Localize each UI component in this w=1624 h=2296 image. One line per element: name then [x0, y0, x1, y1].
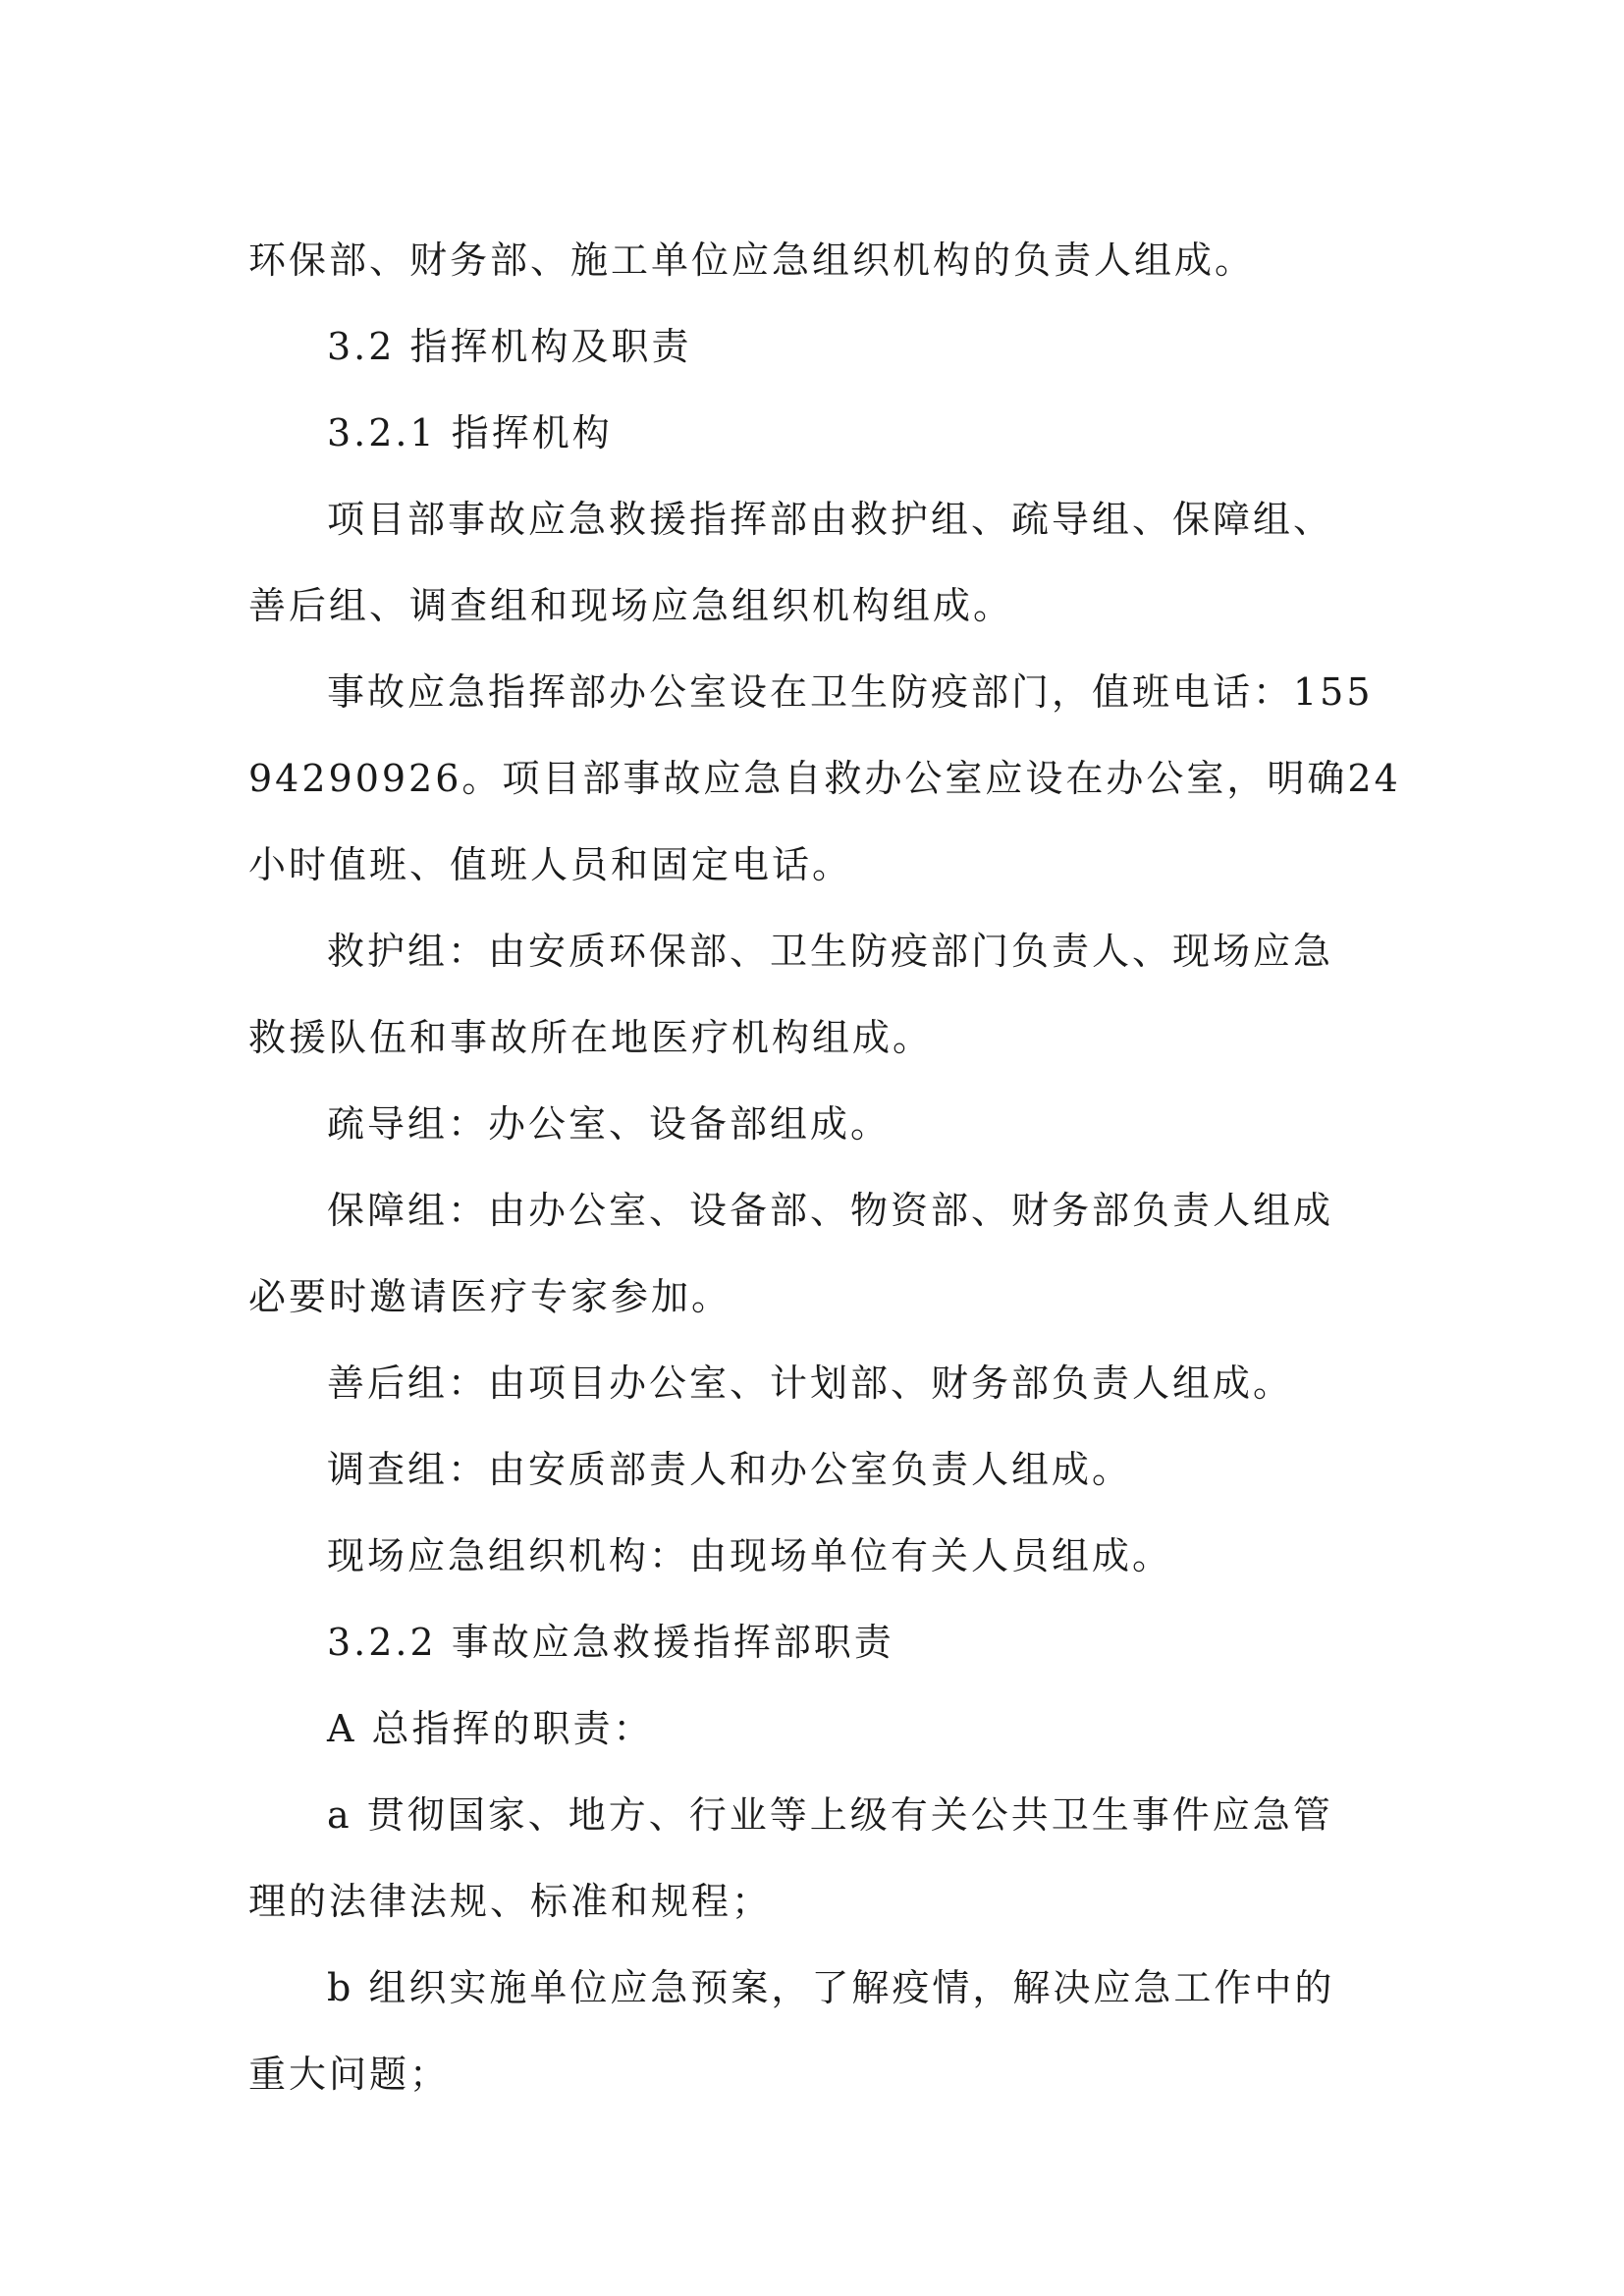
- paragraph-line: 疏导组：办公室、设备部组成。: [327, 1102, 892, 1146]
- paragraph-line: 救护组：由安质环保部、卫生防疫部门负责人、现场应急: [327, 930, 1334, 973]
- paragraph-line: 调查组：由安质部责人和办公室负责人组成。: [327, 1448, 1133, 1491]
- paragraph-line: 项目部事故应急救援指挥部由救护组、疏导组、保障组、: [327, 498, 1334, 541]
- paragraph-line: 小时值班、值班人员和固定电话。: [248, 843, 853, 886]
- list-item-continuation: 重大问题；: [248, 2053, 451, 2096]
- section-heading-3-2-1: 3.2.1 指挥机构: [327, 411, 613, 454]
- paragraph-line: 94290926。项目部事故应急自救办公室应设在办公室，明确24: [248, 757, 1401, 800]
- paragraph-continuation-line: 环保部、财务部、施工单位应急组织机构的负责人组成。: [248, 239, 1256, 282]
- paragraph-line: 善后组：由项目办公室、计划部、财务部负责人组成。: [327, 1362, 1294, 1405]
- paragraph-line: 保障组：由办公室、设备部、物资部、财务部负责人组成: [327, 1189, 1334, 1232]
- paragraph-line: 必要时邀请医疗专家参加。: [248, 1275, 732, 1318]
- paragraph-line: 现场应急组织机构：由现场单位有关人员组成。: [327, 1534, 1173, 1577]
- section-heading-3-2-2: 3.2.2 事故应急救援指挥部职责: [327, 1621, 894, 1664]
- paragraph-line: 事故应急指挥部办公室设在卫生防疫部门，值班电话：155: [327, 670, 1374, 714]
- paragraph-line: 救援队伍和事故所在地医疗机构组成。: [248, 1016, 934, 1059]
- list-item-continuation: 理的法律法规、标准和规程；: [248, 1880, 773, 1923]
- list-item-a: a 贯彻国家、地方、行业等上级有关公共卫生事件应急管: [327, 1793, 1333, 1837]
- subsection-heading-a: A 总指挥的职责：: [327, 1707, 654, 1750]
- section-heading-3-2: 3.2 指挥机构及职责: [327, 325, 692, 368]
- paragraph-line: 善后组、调查组和现场应急组织机构组成。: [248, 584, 1014, 627]
- list-item-b: b 组织实施单位应急预案，了解疫情，解决应急工作中的: [327, 1966, 1335, 2009]
